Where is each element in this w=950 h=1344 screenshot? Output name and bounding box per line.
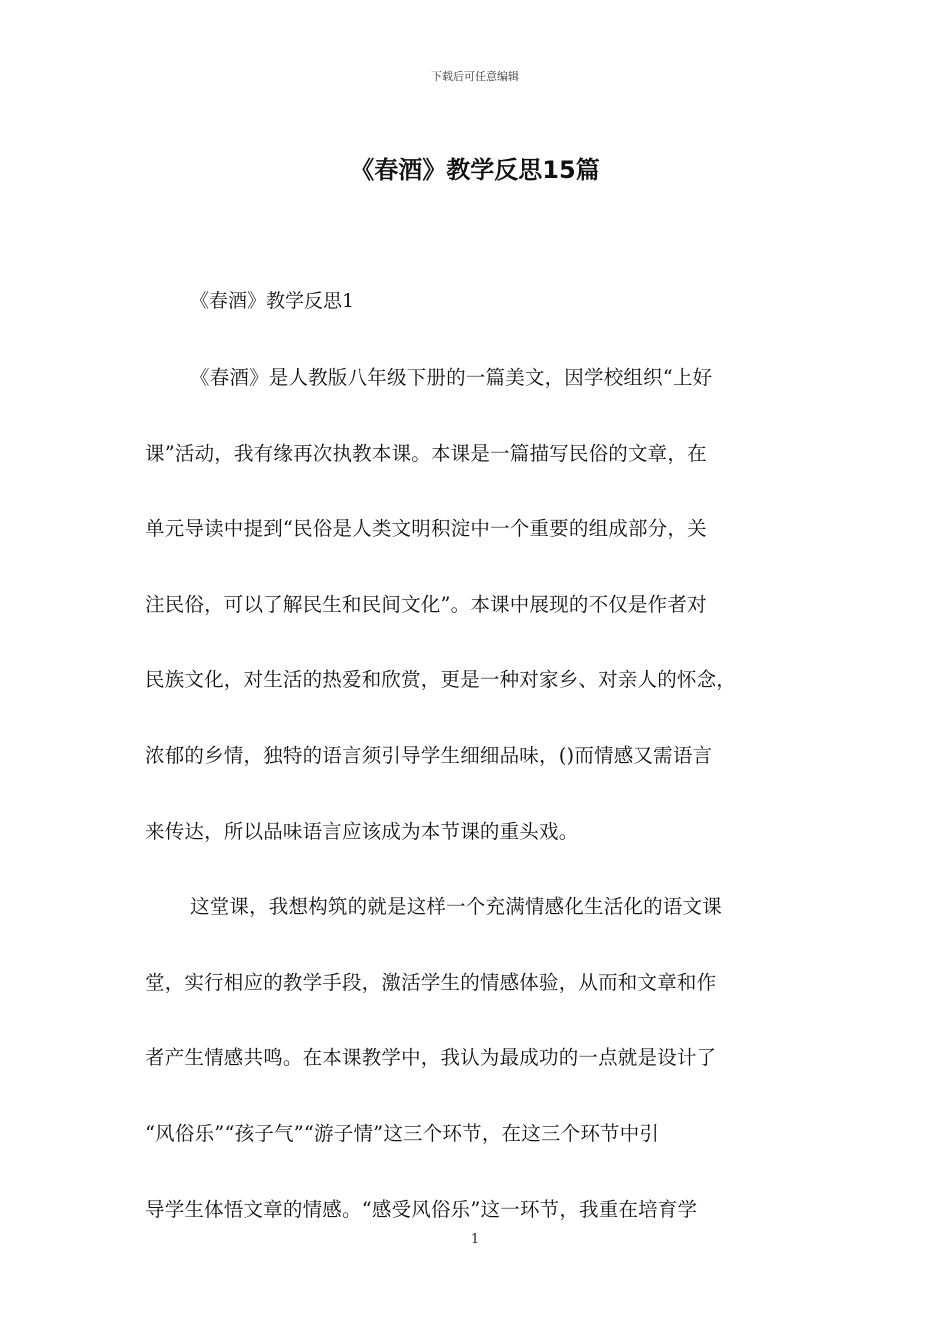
- paragraph-line: 《春酒》是人教版八年级下册的一篇美文，因学校组织“上好: [190, 366, 713, 389]
- paragraph-line: 这堂课，我想构筑的就是这样一个充满情感化生活化的语文课: [190, 895, 722, 919]
- header-note: 下载后可任意编辑: [431, 70, 519, 83]
- paragraph-line: 导学生体悟文章的情感。“感受风俗乐”这一环节，我重在培育学: [145, 1197, 698, 1221]
- document-title: 《春酒》教学反思15篇: [350, 156, 600, 184]
- paragraph-line: 堂，实行相应的教学手段，激活学生的情感体验，从而和文章和作: [145, 970, 717, 994]
- document-body: [145, 358, 820, 1265]
- section-heading: 《春酒》教学反思1: [190, 290, 355, 312]
- paragraph-line: 民族文化，对生活的热爱和欣赏，更是一种对家乡、对亲人的怀念，: [145, 668, 737, 692]
- paragraph-line: 课”活动，我有缘再次执教本课。本课是一篇描写民俗的文章，在: [145, 441, 707, 465]
- paragraph-line: 注民俗，可以了解民生和民间文化”。本课中展现的不仅是作者对: [145, 592, 707, 616]
- page-number: 1: [470, 1232, 480, 1247]
- paragraph-line: 浓郁的乡情，独特的语言须引导学生细细品味，()而情感又需语言: [145, 743, 713, 767]
- paragraph-line: 单元导读中提到“民俗是人类文明积淀中一个重要的组成部分，关: [145, 517, 707, 541]
- paragraph-line: “风俗乐”“孩子气”“游子情”这三个环节，在这三个环节中引: [145, 1121, 660, 1145]
- paragraph-line: 者产生情感共鸣。在本课教学中，我认为最成功的一点就是设计了: [145, 1046, 717, 1070]
- paragraph-line: 来传达，所以品味语言应该成为本节课的重头戏。: [145, 819, 579, 843]
